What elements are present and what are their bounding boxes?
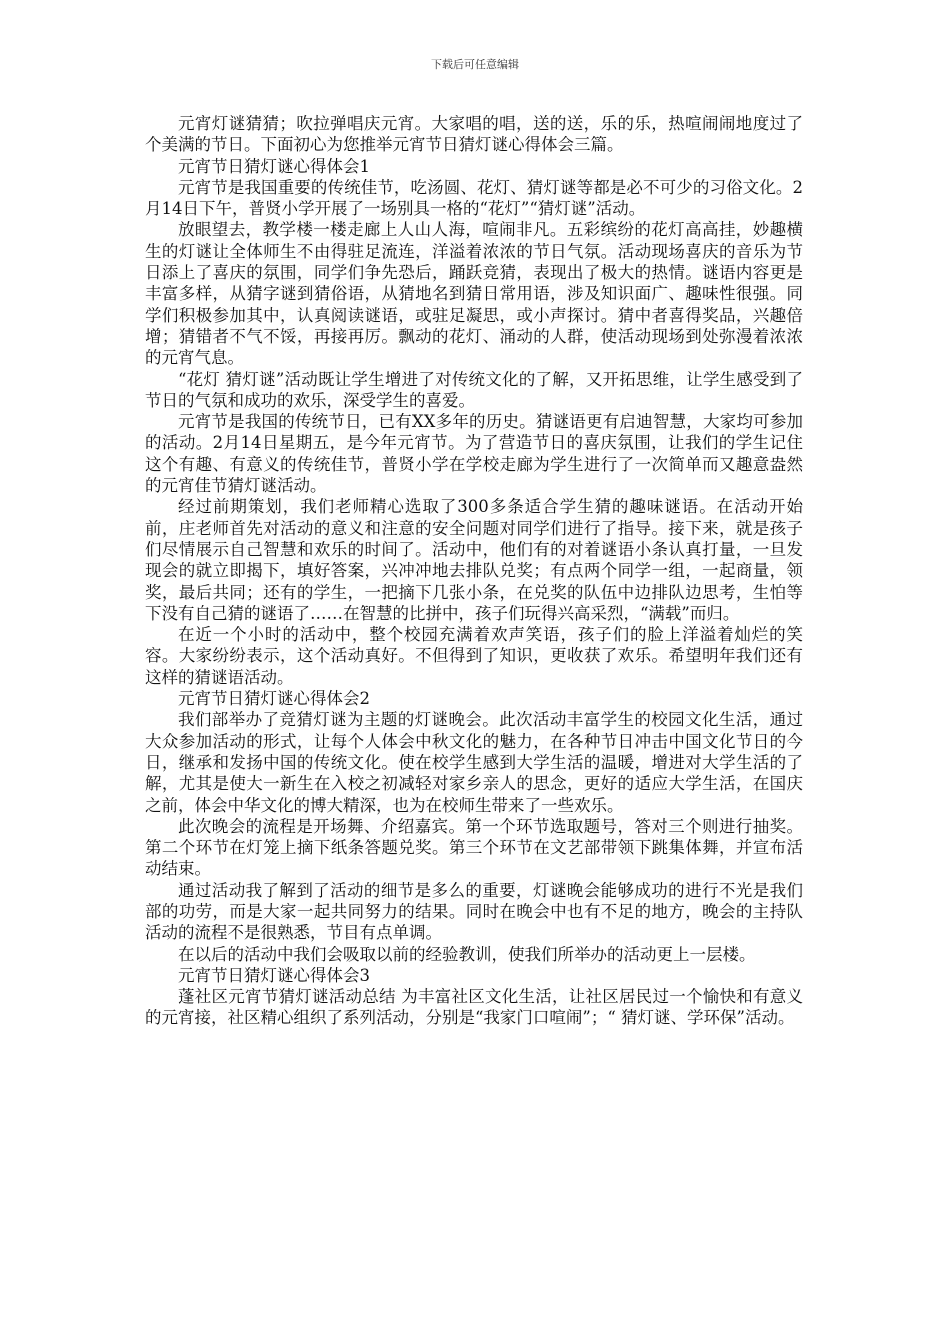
paragraph: 我们部举办了竞猜灯谜为主题的灯谜晚会。此次活动丰富学生的校园文化生活，通过大众参加活动的形式，让每个人体会中秋文化的魅力，在各种节日冲击中国文化节日的今日，继承和发扬中国的传统文化。使在校学生感到大学生活的温暖，增进对大学生活的了解，尤其是使大一新生在入校之初减轻对家乡亲人的思念，更好的适应大学生活，在国庆之前，体会中华文化的博大精深，也为在校师生带来了一些欢乐。 xyxy=(145,710,803,815)
section-heading-3: 元宵节日猜灯谜心得体会3 xyxy=(178,965,370,985)
paragraph: 通过活动我了解到了活动的细节是多么的重要，灯谜晚会能够成功的进行不光是我们部的功劳，而是大家一起共同努力的结果。同时在晚会中也有不足的地方，晚会的主持队活动的流程不是很熟悉，节目有点单调。 xyxy=(145,880,803,943)
paragraph: 元宵节是我国重要的传统佳节，吃汤圆、花灯、猜灯谜等都是必不可少的习俗文化。2月14日下午，普贤小学开展了一场别具一格的“花灯”“猜灯谜”活动。 xyxy=(145,177,803,219)
section-heading-1: 元宵节日猜灯谜心得体会1 xyxy=(178,156,370,176)
document-body xyxy=(145,113,803,1029)
paragraph: 此次晚会的流程是开场舞、介绍嘉宾。第一个环节选取题号，答对三个则进行抽奖。第二个环节在灯笼上摘下纸条答题兑奖。第三个环节在文艺部带领下跳集体舞，并宣布活动结束。 xyxy=(145,816,803,879)
paragraph: 蓬社区元宵节猜灯谜活动总结 为丰富社区文化生活，让社区居民过一个愉快和有意义的元宵接，社区精心组织了系列活动，分别是“我家门口喧闹”；“ 猜灯谜、学环保”活动。 xyxy=(145,987,803,1028)
paragraph-intro: 元宵灯谜猜猜；吹拉弹唱庆元宵。大家唱的唱，送的送，乐的乐，热喧闹闹地度过了个美满的节日。下面初心为您推举元宵节日猜灯谜心得体会三篇。 xyxy=(145,114,803,155)
page-header: 下载后可任意编辑 xyxy=(431,58,519,71)
paragraph: 元宵节是我国的传统节日，已有XX多年的历史。猜谜语更有启迪智慧，大家均可参加的活动。2月14日星期五，是今年元宵节。为了营造节日的喜庆氛围，让我们的学生记住这个有趣、有意义的传统佳节，普贤小学在学校走廊为学生进行了一次简单而又趣意盎然的元宵佳节猜灯谜活动。 xyxy=(145,412,803,496)
paragraph: 在以后的活动中我们会吸取以前的经验教训，使我们所举办的活动更上一层楼。 xyxy=(178,944,756,964)
paragraph: 放眼望去，教学楼一楼走廊上人山人海，喧闹非凡。五彩缤纷的花灯高高挂，妙趣横生的灯谜让全体师生不由得驻足流连，洋溢着浓浓的节日气氛。活动现场喜庆的音乐为节日添上了喜庆的氛围，同学们争先恐后，踊跃竞猜，表现出了极大的热情。谜语内容更是丰富多样，从猜字谜到猜俗语，从猜地名到猜日常用语，涉及知识面广、趣味性很强。同学们积极参加其中，认真阅读谜语，或驻足凝思，或小声探讨。猜中者喜得奖品，兴趣倍增；猜错者不气不馁，再接再厉。飘动的花灯、涌动的人群，使活动现场到处弥漫着浓浓的元宵气息。 xyxy=(145,220,803,368)
paragraph: 经过前期策划，我们老师精心选取了300多条适合学生猜的趣味谜语。在活动开始前，庄老师首先对活动的意义和注意的安全问题对同学们进行了指导。接下来，就是孩子们尽情展示自己智慧和欢乐的时间了。活动中，他们有的对着谜语小条认真打量，一旦发现会的就立即揭下，填好答案，兴冲冲地去排队兑奖；有点两个同学一组，一起商量，领奖，最后共同；还有的学生，一把摘下几张小条，在兑奖的队伍中边排队边思考，生怕等下没有自己猜的谜语了……在智慧的比拼中，孩子们玩得兴高采烈，“满载”而归。 xyxy=(145,497,803,623)
paragraph: “花灯 猜灯谜”活动既让学生增进了对传统文化的了解，又开拓思维，让学生感受到了节日的气氛和成功的欢乐，深受学生的喜爱。 xyxy=(145,369,803,410)
paragraph: 在近一个小时的活动中，整个校园充满着欢声笑语，孩子们的脸上洋溢着灿烂的笑容。大家纷纷表示，这个活动真好。不但得到了知识，更收获了欢乐。希望明年我们还有这样的猜谜语活动。 xyxy=(145,625,803,687)
section-heading-2: 元宵节日猜灯谜心得体会2 xyxy=(178,689,370,709)
